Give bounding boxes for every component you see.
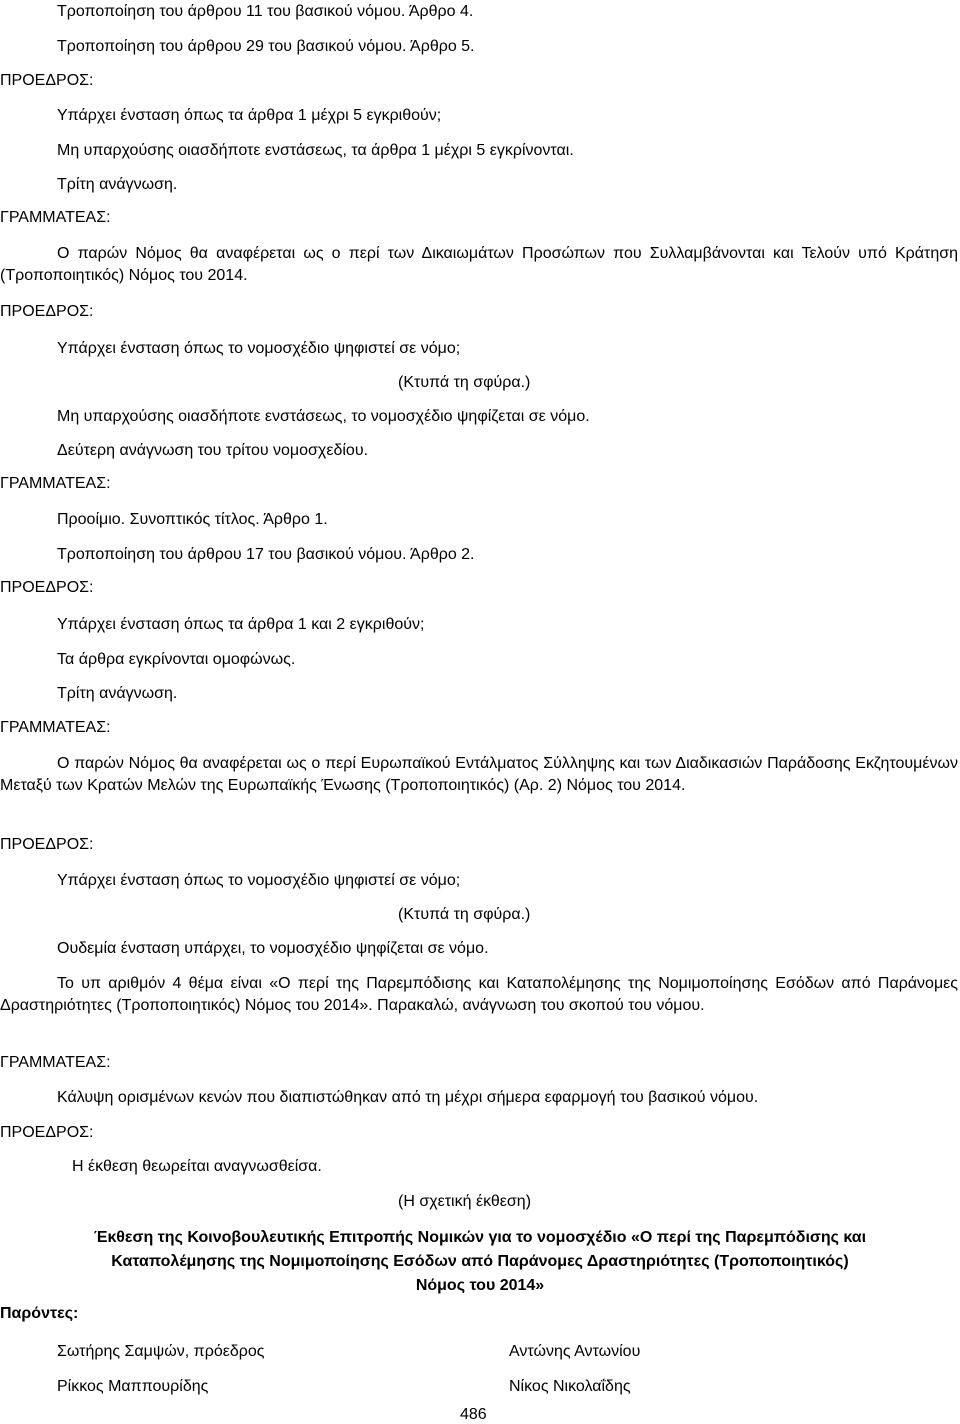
speaker-label: ΠΡΟΕΔΡΟΣ: — [0, 72, 94, 89]
paragraph: Το υπ αριθμόν 4 θέμα είναι «Ο περί της Παρεμπόδισης και Καταπολέμησης της Νομιμοποίησης Εσόδων από Παράνομες Δραστηριότητες (Τροποποιητικός) Νόμος του 2014». Παρακαλώ, ανάγνωση του σκοπού του νόμου. — [0, 975, 958, 1014]
stage-direction: (Η σχετική έκθεση) — [398, 1193, 532, 1210]
speaker-label: ΓΡΑΜΜΑΤΕΑΣ: — [0, 209, 111, 226]
report-title-line: Νόμος του 2014» — [415, 1277, 545, 1294]
speaker-label: ΠΡΟΕΔΡΟΣ: — [0, 836, 94, 853]
text-line: Τροποποίηση του άρθρου 11 του βασικού νόμου. Άρθρο 4. — [57, 3, 474, 20]
speaker-label: ΓΡΑΜΜΑΤΕΑΣ: — [0, 475, 111, 492]
present-label: Παρόντες: — [0, 1305, 79, 1322]
text-line: Κάλυψη ορισμένων κενών που διαπιστώθηκαν από τη μέχρι σήμερα εφαρμογή του βασικού νόμου. — [57, 1089, 759, 1106]
text-line: Ουδεμία ένσταση υπάρχει, το νομοσχέδιο ψηφίζεται σε νόμο. — [57, 940, 489, 957]
text-line: Δεύτερη ανάγνωση του τρίτου νομοσχεδίου. — [57, 442, 369, 459]
speaker-label: ΠΡΟΕΔΡΟΣ: — [0, 303, 94, 320]
speaker-label: ΓΡΑΜΜΑΤΕΑΣ: — [0, 1054, 111, 1071]
text-line: Τροποποίηση του άρθρου 29 του βασικού νόμου. Άρθρο 5. — [57, 38, 475, 55]
stage-direction: (Κτυπά τη σφύρα.) — [398, 374, 531, 391]
paragraph: Ο παρών Νόμος θα αναφέρεται ως ο περί των Δικαιωμάτων Προσώπων που Συλλαμβάνονται και Τελούν υπό Κράτηση (Τροποποιητικός) Νόμος του 2014. — [0, 245, 958, 284]
page-number: 486 — [460, 1406, 487, 1423]
report-title-line: Καταπολέμησης της Νομιμοποίησης Εσόδων από Παράνομες Δραστηριότητες (Τροποποιητικός) — [111, 1253, 849, 1270]
text-line: Μη υπαρχούσης οιασδήποτε ενστάσεως, τα άρθρα 1 μέχρι 5 εγκρίνονται. — [57, 142, 574, 159]
text-line: Τρίτη ανάγνωση. — [57, 176, 178, 193]
text-line: Τρίτη ανάγνωση. — [57, 685, 178, 702]
speaker-label: ΠΡΟΕΔΡΟΣ: — [0, 579, 94, 596]
report-title-line: Έκθεση της Κοινοβουλευτικής Επιτροπής Νομικών για το νομοσχέδιο «Ο περί της Παρεμπόδισης και — [93, 1229, 867, 1246]
member-name: Σωτήρης Σαμψών, πρόεδρος — [57, 1343, 265, 1360]
paragraph: Ο παρών Νόμος θα αναφέρεται ως ο περί Ευρωπαϊκού Εντάλματος Σύλληψης και των Διαδικασιών Παράδοσης Εκζητουμένων Μεταξύ των Κρατών Μελών της Ευρωπαϊκής Ένωσης (Τροποποιητικός) (Αρ. 2) Νόμος του 2014. — [0, 755, 958, 794]
speaker-label: ΓΡΑΜΜΑΤΕΑΣ: — [0, 719, 111, 736]
text-line: Υπάρχει ένσταση όπως το νομοσχέδιο ψηφιστεί σε νόμο; — [57, 340, 461, 357]
text-line: Υπάρχει ένσταση όπως τα άρθρα 1 μέχρι 5 εγκριθούν; — [57, 107, 442, 124]
speaker-label: ΠΡΟΕΔΡΟΣ: — [0, 1124, 94, 1141]
member-name: Ρίκκος Μαππουρίδης — [57, 1378, 209, 1395]
text-line: Μη υπαρχούσης οιασδήποτε ενστάσεως, το νομοσχέδιο ψηφίζεται σε νόμο. — [57, 408, 590, 425]
stage-direction: (Κτυπά τη σφύρα.) — [398, 906, 531, 923]
member-name: Νίκος Νικολαΐδης — [509, 1378, 631, 1395]
text-line: Η έκθεση θεωρείται αναγνωσθείσα. — [72, 1158, 322, 1175]
text-line: Υπάρχει ένσταση όπως τα άρθρα 1 και 2 εγκριθούν; — [57, 616, 425, 633]
member-name: Αντώνης Αντωνίου — [509, 1343, 641, 1360]
text-line: Τα άρθρα εγκρίνονται ομοφώνως. — [57, 651, 296, 668]
text-line: Τροποποίηση του άρθρου 17 του βασικού νόμου. Άρθρο 2. — [57, 546, 475, 563]
text-line: Υπάρχει ένσταση όπως το νομοσχέδιο ψηφιστεί σε νόμο; — [57, 872, 461, 889]
report-title — [0, 1226, 960, 1298]
text-line: Προοίμιο. Συνοπτικός τίτλος. Άρθρο 1. — [57, 511, 328, 528]
